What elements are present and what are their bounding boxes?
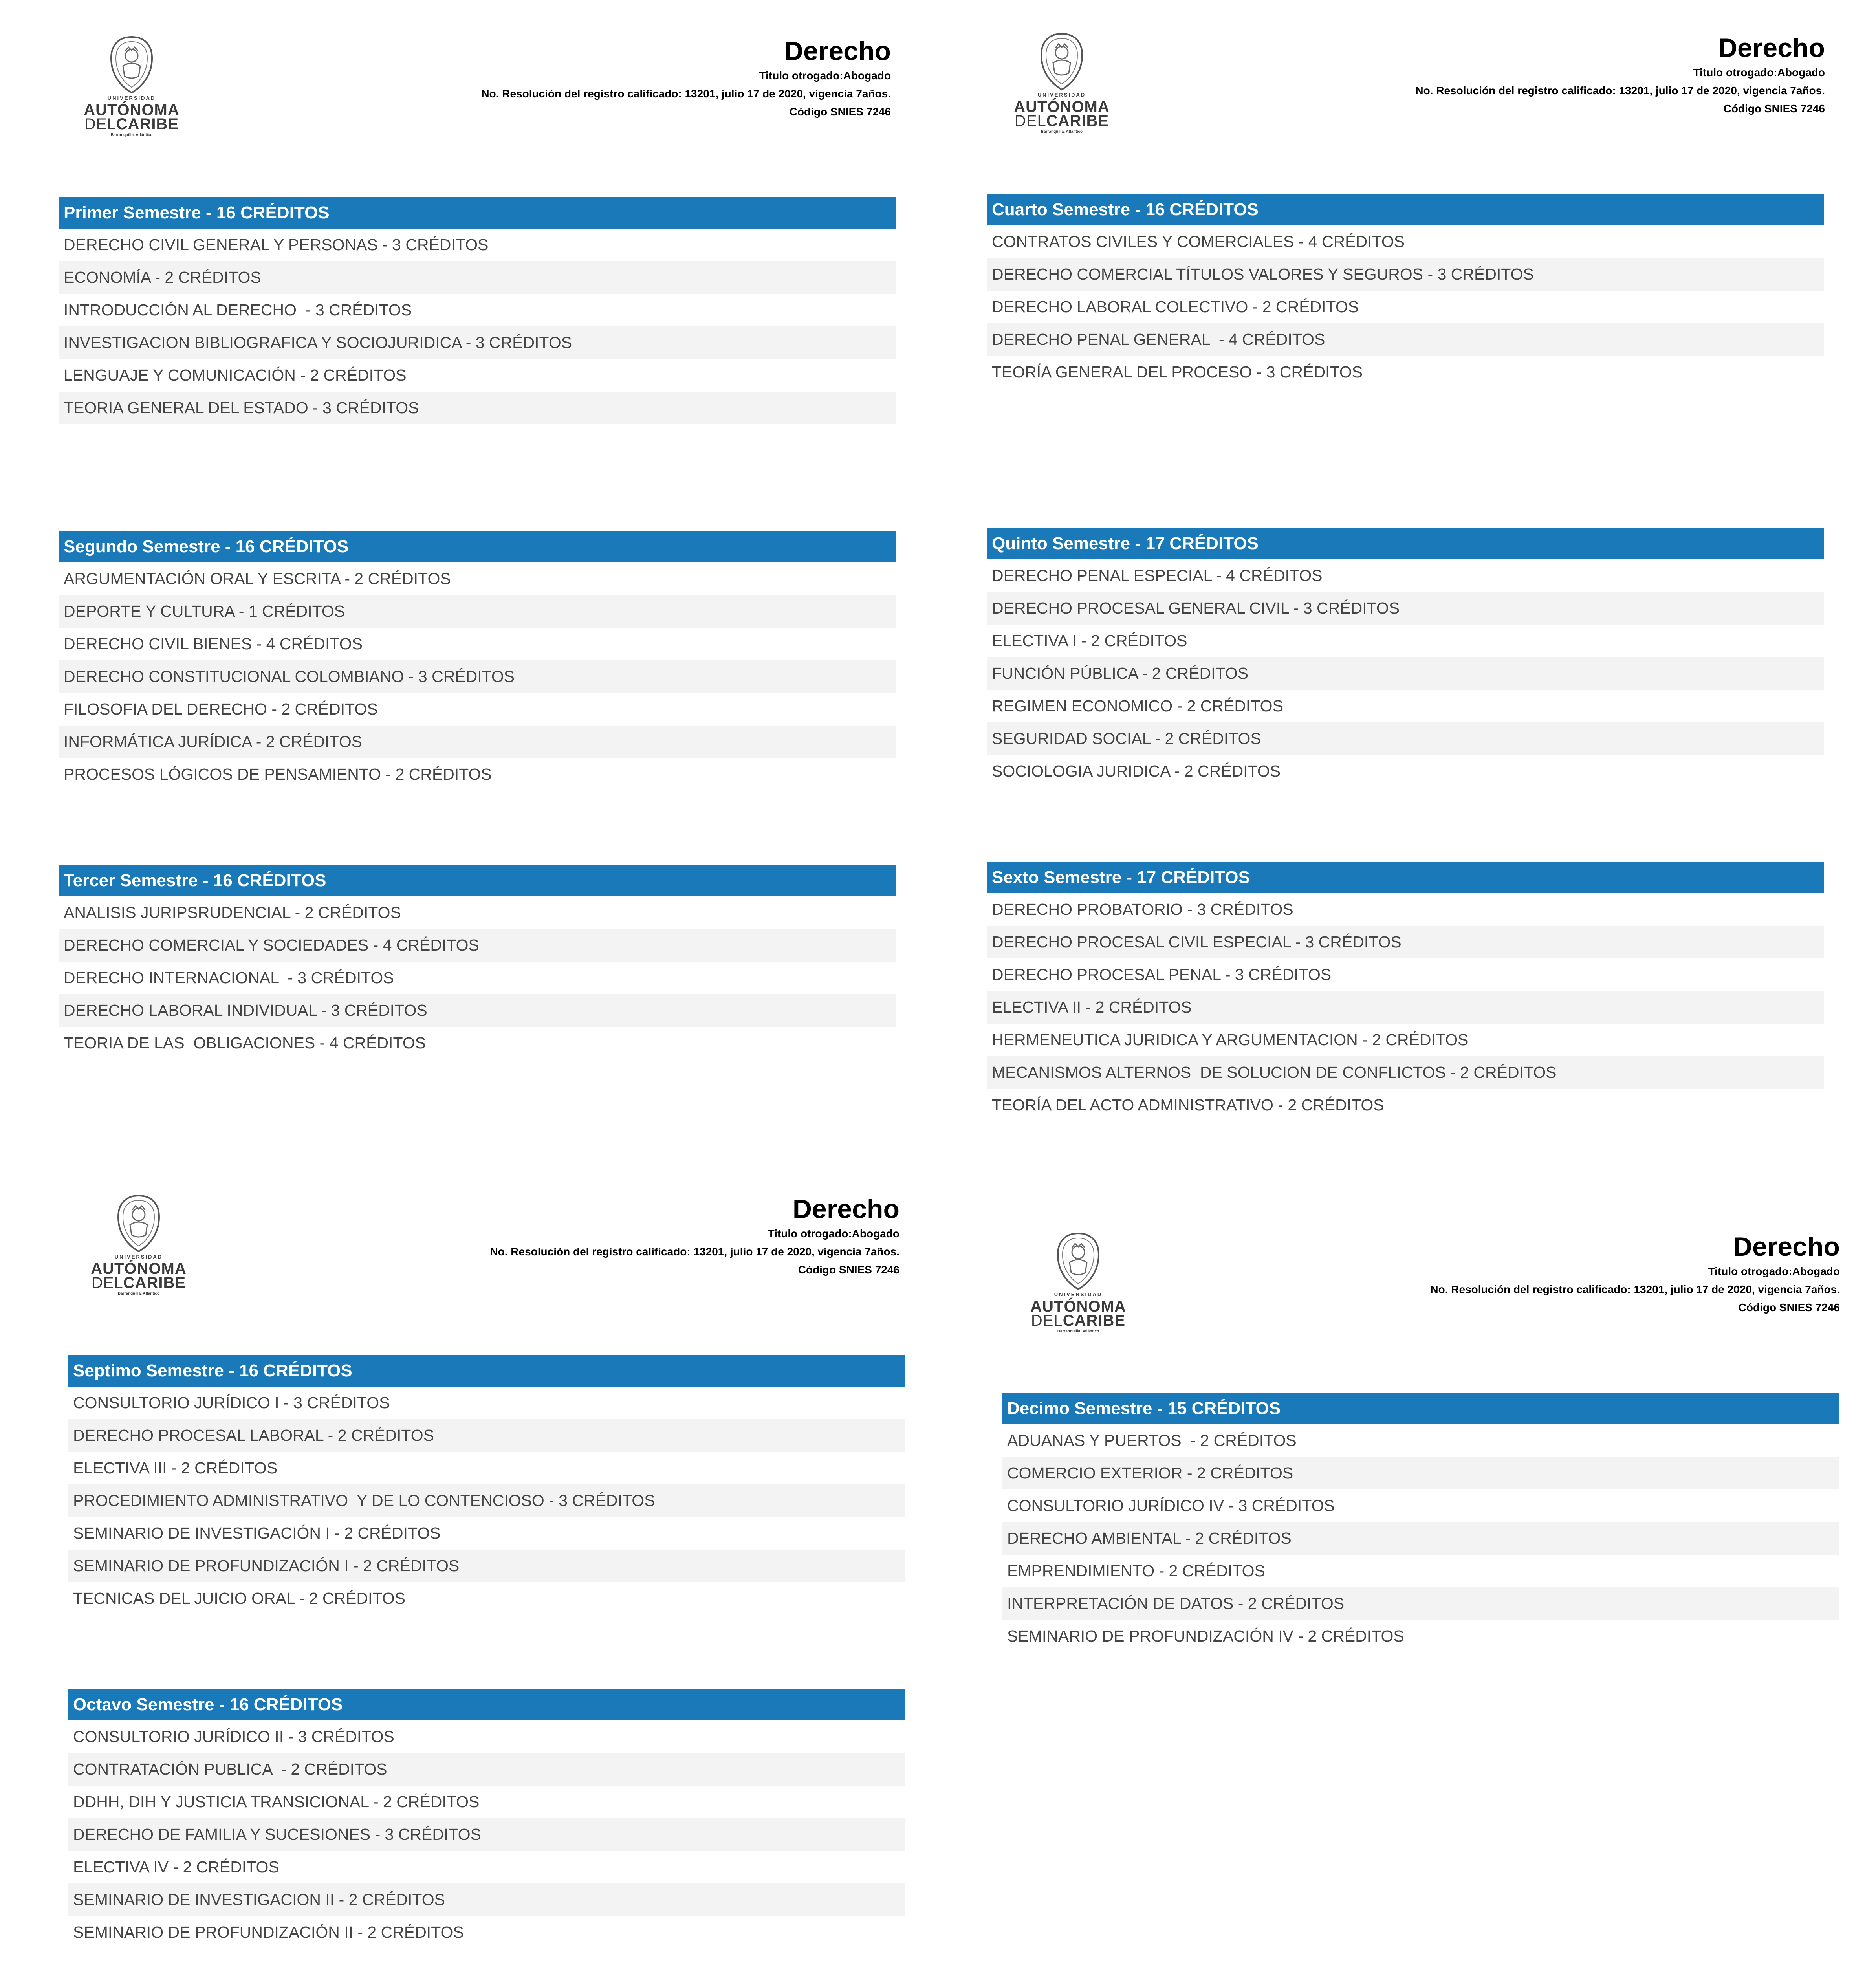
course-row: REGIMEN ECONOMICO - 2 CRÉDITOS: [987, 690, 1824, 722]
page-3: [0, 1149, 938, 1964]
course-row: TECNICAS DEL JUICIO ORAL - 2 CRÉDITOS: [68, 1582, 905, 1615]
course-row: DERECHO PROCESAL PENAL - 3 CRÉDITOS: [987, 958, 1824, 991]
semester-title: Primer Semestre - 16 CRÉDITOS: [59, 197, 896, 229]
course-row: CONTRATACIÓN PUBLICA - 2 CRÉDITOS: [68, 1753, 905, 1786]
course-list: [987, 893, 1824, 1121]
course-row: SOCIOLOGIA JURIDICA - 2 CRÉDITOS: [987, 755, 1824, 788]
snies-code: Código SNIES 7246: [1738, 1301, 1840, 1314]
logo-line-autonoma: AUTÓNOMA: [84, 101, 180, 119]
course-row: ANALISIS JURIPSRUDENCIAL - 2 CRÉDITOS: [59, 896, 896, 929]
semester-table: [68, 1355, 905, 1615]
logo-line-city: Barranquilla, Atlántico: [117, 1292, 160, 1296]
course-row: DERECHO PENAL GENERAL - 4 CRÉDITOS: [987, 323, 1824, 356]
course-row: DEPORTE Y CULTURA - 1 CRÉDITOS: [59, 595, 896, 628]
university-logo: [86, 1194, 192, 1312]
resolution-text: No. Resolución del registro calificado: 13201, julio 17 de 2020, vigencia 7años.: [1415, 84, 1825, 97]
course-row: DDHH, DIH Y JUSTICIA TRANSICIONAL - 2 CRÉDITOS: [68, 1786, 905, 1818]
course-row: CONSULTORIO JURÍDICO II - 3 CRÉDITOS: [68, 1720, 905, 1753]
program-title: Derecho: [1733, 1232, 1840, 1262]
course-row: DERECHO PENAL ESPECIAL - 4 CRÉDITOS: [987, 559, 1824, 592]
snies-code: Código SNIES 7246: [789, 106, 891, 118]
course-row: PROCEDIMIENTO ADMINISTRATIVO Y DE LO CONTENCIOSO - 3 CRÉDITOS: [68, 1484, 905, 1517]
page-1: [0, 0, 938, 1149]
course-row: TEORIA DE LAS OBLIGACIONES - 4 CRÉDITOS: [59, 1027, 896, 1059]
course-list: [987, 559, 1824, 788]
course-row: PROCESOS LÓGICOS DE PENSAMIENTO - 2 CRÉDITOS: [59, 758, 896, 791]
course-list: [59, 896, 896, 1059]
logo-line-university: UNIVERSIDAD: [1054, 1292, 1103, 1297]
course-row: EMPRENDIMIENTO - 2 CRÉDITOS: [1002, 1555, 1839, 1587]
resolution-text: No. Resolución del registro calificado: 13201, julio 17 de 2020, vigencia 7años.: [481, 88, 891, 100]
course-row: SEGURIDAD SOCIAL - 2 CRÉDITOS: [987, 722, 1824, 755]
document-header: [262, 35, 891, 121]
course-row: SEMINARIO DE INVESTIGACION II - 2 CRÉDITOS: [68, 1883, 905, 1916]
semester-table: [987, 528, 1824, 788]
logo-line-del-caribe: DELCARIBE: [1031, 1312, 1126, 1329]
logo-line-del-caribe: DELCARIBE: [1014, 112, 1109, 130]
semester-title: Octavo Semestre - 16 CRÉDITOS: [68, 1689, 905, 1720]
course-row: INFORMÁTICA JURÍDICA - 2 CRÉDITOS: [59, 726, 896, 758]
course-row: DERECHO COMERCIAL Y SOCIEDADES - 4 CRÉDITOS: [59, 929, 896, 962]
resolution-text: No. Resolución del registro calificado: 13201, julio 17 de 2020, vigencia 7años.: [1430, 1283, 1840, 1295]
semester-table: [59, 197, 896, 424]
logo-line-university: UNIVERSIDAD: [107, 95, 156, 101]
course-row: DERECHO INTERNACIONAL - 3 CRÉDITOS: [59, 962, 896, 994]
course-row: SEMINARIO DE PROFUNDIZACIÓN II - 2 CRÉDITOS: [68, 1916, 905, 1949]
semester-title: Septimo Semestre - 16 CRÉDITOS: [68, 1355, 905, 1387]
course-row: SEMINARIO DE PROFUNDIZACIÓN I - 2 CRÉDITOS: [68, 1550, 905, 1582]
course-row: DERECHO COMERCIAL TÍTULOS VALORES Y SEGUROS - 3 CRÉDITOS: [987, 258, 1824, 291]
program-title: Derecho: [792, 1194, 900, 1224]
course-row: ELECTIVA III - 2 CRÉDITOS: [68, 1452, 905, 1484]
university-logo: [79, 35, 185, 153]
logo-line-del-caribe: DELCARIBE: [91, 1274, 186, 1292]
logo-line-university: UNIVERSIDAD: [1037, 92, 1086, 98]
logo-line-autonoma: AUTÓNOMA: [1030, 1298, 1126, 1315]
snies-code: Código SNIES 7246: [1723, 103, 1825, 115]
course-row: INTRODUCCIÓN AL DERECHO - 3 CRÉDITOS: [59, 294, 896, 326]
course-row: TEORIA GENERAL DEL ESTADO - 3 CRÉDITOS: [59, 392, 896, 424]
course-row: DERECHO DE FAMILIA Y SUCESIONES - 3 CRÉDITOS: [68, 1818, 905, 1851]
snies-code: Código SNIES 7246: [798, 1264, 900, 1276]
course-row: ELECTIVA I - 2 CRÉDITOS: [987, 625, 1824, 657]
course-row: INVESTIGACION BIBLIOGRAFICA Y SOCIOJURIDICA - 3 CRÉDITOS: [59, 326, 896, 359]
course-row: CONSULTORIO JURÍDICO I - 3 CRÉDITOS: [68, 1387, 905, 1419]
university-logo: [1025, 1232, 1131, 1350]
university-logo: [1009, 32, 1115, 150]
university-crest-icon: [1055, 1232, 1102, 1291]
page-4: [938, 1149, 1876, 1964]
logo-line-city: Barranquilla, Atlántico: [1057, 1329, 1099, 1334]
semester-title: Decimo Semestre - 15 CRÉDITOS: [1002, 1393, 1839, 1424]
semester-table: [59, 865, 896, 1059]
course-row: FILOSOFIA DEL DERECHO - 2 CRÉDITOS: [59, 693, 896, 726]
course-row: CONSULTORIO JURÍDICO IV - 3 CRÉDITOS: [1002, 1489, 1839, 1522]
course-row: INTERPRETACIÓN DE DATOS - 2 CRÉDITOS: [1002, 1587, 1839, 1620]
course-list: [987, 225, 1824, 388]
course-list: [59, 562, 896, 791]
course-row: HERMENEUTICA JURIDICA Y ARGUMENTACION - 2 CRÉDITOS: [987, 1024, 1824, 1056]
course-row: DERECHO LABORAL INDIVIDUAL - 3 CRÉDITOS: [59, 994, 896, 1027]
program-title: Derecho: [784, 36, 891, 66]
degree-text: Titulo otrogado:Abogado: [768, 1228, 900, 1240]
course-row: ARGUMENTACIÓN ORAL Y ESCRITA - 2 CRÉDITOS: [59, 562, 896, 595]
semester-title: Sexto Semestre - 17 CRÉDITOS: [987, 862, 1824, 893]
course-row: DERECHO PROBATORIO - 3 CRÉDITOS: [987, 893, 1824, 926]
course-row: ADUANAS Y PUERTOS - 2 CRÉDITOS: [1002, 1424, 1839, 1457]
course-row: ELECTIVA IV - 2 CRÉDITOS: [68, 1851, 905, 1883]
degree-text: Titulo otrogado:Abogado: [759, 70, 891, 82]
semester-title: Tercer Semestre - 16 CRÉDITOS: [59, 865, 896, 896]
course-row: ECONOMÍA - 2 CRÉDITOS: [59, 261, 896, 294]
university-crest-icon: [108, 35, 155, 94]
semester-table: [1002, 1393, 1839, 1653]
course-row: DERECHO PROCESAL LABORAL - 2 CRÉDITOS: [68, 1419, 905, 1452]
course-row: SEMINARIO DE PROFUNDIZACIÓN IV - 2 CRÉDITOS: [1002, 1620, 1839, 1653]
course-row: DERECHO AMBIENTAL - 2 CRÉDITOS: [1002, 1522, 1839, 1555]
course-row: DERECHO PROCESAL CIVIL ESPECIAL - 3 CRÉDITOS: [987, 926, 1824, 958]
course-row: TEORÍA GENERAL DEL PROCESO - 3 CRÉDITOS: [987, 356, 1824, 388]
course-row: ELECTIVA II - 2 CRÉDITOS: [987, 991, 1824, 1024]
semester-table: [68, 1689, 905, 1949]
course-row: COMERCIO EXTERIOR - 2 CRÉDITOS: [1002, 1457, 1839, 1489]
logo-line-del-caribe: DELCARIBE: [84, 115, 179, 133]
course-row: SEMINARIO DE INVESTIGACIÓN I - 2 CRÉDITOS: [68, 1517, 905, 1550]
semester-table: [59, 531, 896, 791]
document-header: [1211, 1231, 1840, 1317]
course-row: TEORÍA DEL ACTO ADMINISTRATIVO - 2 CRÉDITOS: [987, 1089, 1824, 1121]
course-row: FUNCIÓN PÚBLICA - 2 CRÉDITOS: [987, 657, 1824, 690]
course-row: DERECHO LABORAL COLECTIVO - 2 CRÉDITOS: [987, 291, 1824, 323]
university-crest-icon: [1038, 32, 1085, 91]
course-list: [1002, 1424, 1839, 1653]
course-row: MECANISMOS ALTERNOS DE SOLUCION DE CONFLICTOS - 2 CRÉDITOS: [987, 1056, 1824, 1089]
course-row: LENGUAJE Y COMUNICACIÓN - 2 CRÉDITOS: [59, 359, 896, 392]
course-row: DERECHO CIVIL BIENES - 4 CRÉDITOS: [59, 628, 896, 660]
course-list: [68, 1720, 905, 1949]
degree-text: Titulo otrogado:Abogado: [1693, 66, 1825, 79]
course-row: DERECHO PROCESAL GENERAL CIVIL - 3 CRÉDITOS: [987, 592, 1824, 625]
semester-title: Cuarto Semestre - 16 CRÉDITOS: [987, 194, 1824, 225]
program-title: Derecho: [1718, 33, 1825, 63]
logo-line-university: UNIVERSIDAD: [114, 1254, 163, 1260]
semester-table: [987, 194, 1824, 388]
degree-text: Titulo otrogado:Abogado: [1708, 1265, 1840, 1277]
university-crest-icon: [115, 1194, 162, 1253]
page-2: [938, 0, 1876, 1149]
semester-table: [987, 862, 1824, 1121]
logo-line-city: Barranquilla, Atlántico: [110, 133, 153, 137]
course-list: [59, 229, 896, 424]
document-header: [271, 1193, 900, 1279]
course-row: DERECHO CIVIL GENERAL Y PERSONAS - 3 CRÉDITOS: [59, 229, 896, 261]
resolution-text: No. Resolución del registro calificado: 13201, julio 17 de 2020, vigencia 7años.: [490, 1246, 900, 1258]
semester-title: Quinto Semestre - 17 CRÉDITOS: [987, 528, 1824, 559]
course-row: CONTRATOS CIVILES Y COMERCIALES - 4 CRÉDITOS: [987, 225, 1824, 258]
document-header: [1196, 32, 1825, 118]
logo-line-autonoma: AUTÓNOMA: [91, 1260, 187, 1277]
logo-line-autonoma: AUTÓNOMA: [1014, 98, 1110, 115]
course-row: DERECHO CONSTITUCIONAL COLOMBIANO - 3 CRÉDITOS: [59, 660, 896, 693]
course-list: [68, 1387, 905, 1615]
logo-line-city: Barranquilla, Atlántico: [1041, 130, 1083, 134]
semester-title: Segundo Semestre - 16 CRÉDITOS: [59, 531, 896, 562]
